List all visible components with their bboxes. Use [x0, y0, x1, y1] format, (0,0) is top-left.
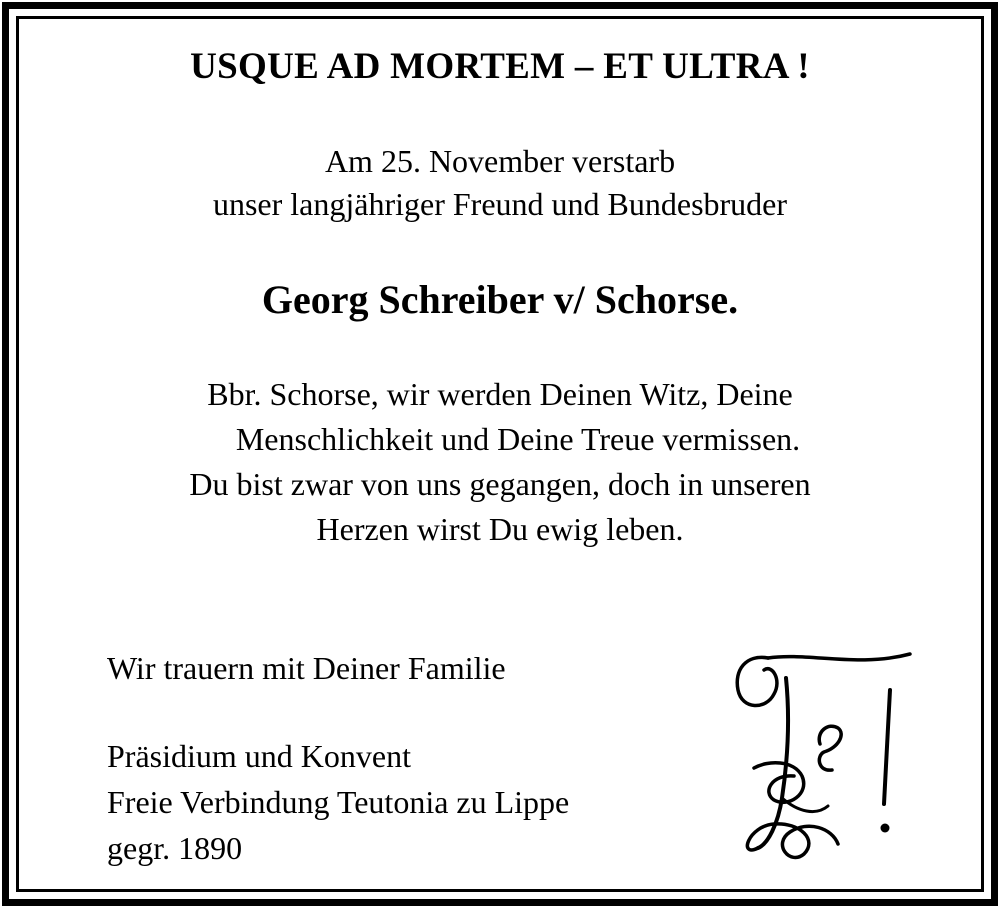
mourning-line: Wir trauern mit Deiner Familie	[107, 650, 506, 686]
motto-heading: USQUE AD MORTEM – ET ULTRA !	[190, 46, 810, 87]
announcement-line-2: unser langjähriger Freund und Bundesbruder	[212, 186, 788, 222]
signatory-line-1: Präsidium und Konvent	[107, 738, 411, 774]
tribute-line-2: Menschlichkeit und Deine Treue vermissen.	[235, 421, 801, 457]
deceased-name: Georg Schreiber v/ Schorse.	[261, 277, 739, 322]
tribute-line-1: Bbr. Schorse, wir werden Deinen Witz, Deine	[207, 376, 793, 412]
exclamation-dot	[881, 824, 890, 833]
signatory-line-3: gegr. 1890	[107, 830, 243, 866]
fraternity-zirkel-signature	[728, 648, 918, 866]
tribute-line-4: Herzen wirst Du ewig leben.	[316, 511, 684, 547]
signatory-line-2: Freie Verbindung Teutonia zu Lippe	[107, 784, 570, 820]
tribute-line-3: Du bist zwar von uns gegangen, doch in unseren	[189, 466, 811, 502]
announcement-line-1: Am 25. November verstarb	[324, 143, 676, 179]
